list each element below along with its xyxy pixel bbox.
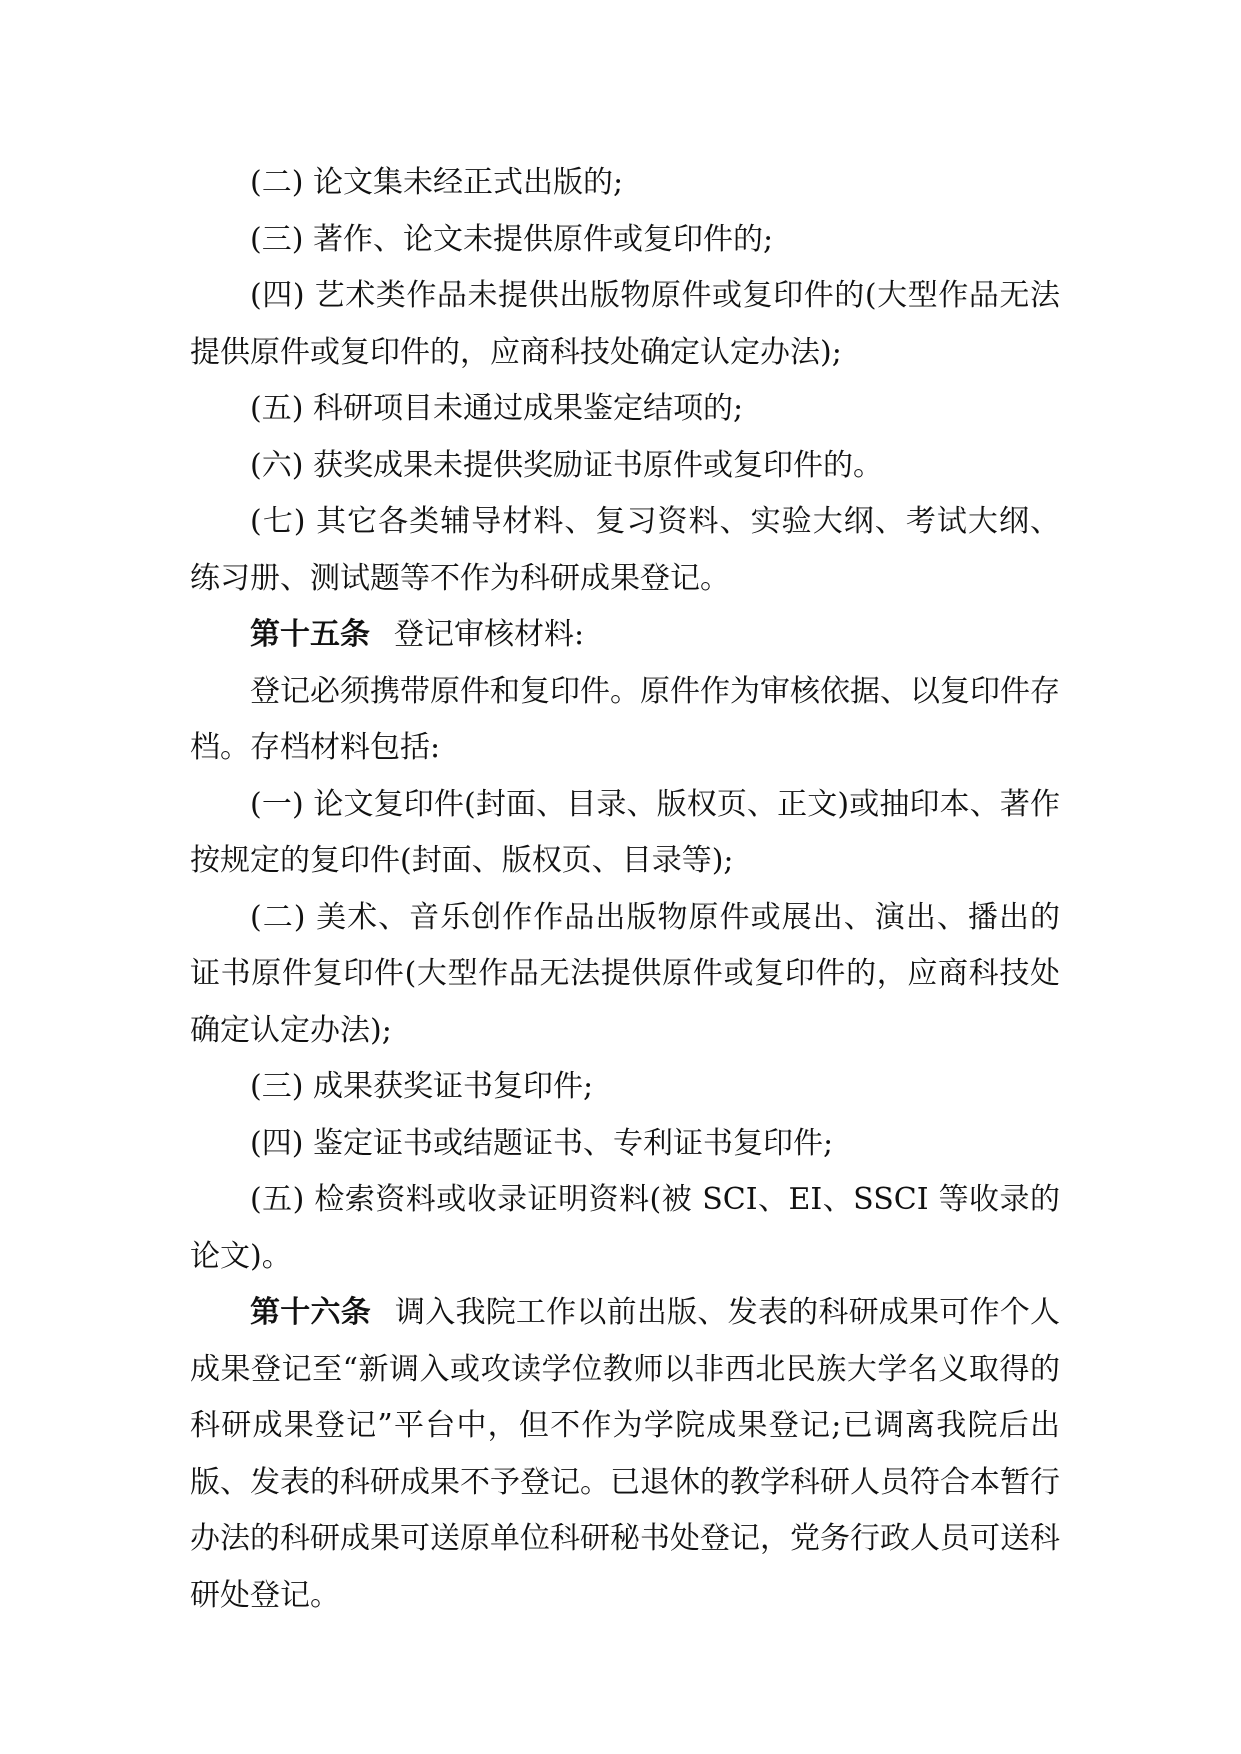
clause-item-6 <box>190 438 1060 495</box>
article-16 <box>190 1285 1060 1624</box>
paragraph-text: (六) 获奖成果未提供奖励证书原件或复印件的。 <box>250 447 883 483</box>
clause-item-3 <box>190 212 1060 269</box>
paragraph-text: (二) 美术、音乐创作作品出版物原件或展出、演出、播出的证书原件复印件(大型作品无法提供原件或复印件的，应商科技处确定认定办法); <box>190 899 1060 1048</box>
clause-item-2 <box>190 155 1060 212</box>
clause-item-4 <box>190 268 1060 381</box>
article-15-intro <box>190 664 1060 777</box>
paragraph-text: (一) 论文复印件(封面、目录、版权页、正文)或抽印本、著作按规定的复印件(封面、版权页、目录等); <box>190 786 1060 878</box>
document-body <box>190 155 1060 1624</box>
paragraph-text: (四) 鉴定证书或结题证书、专利证书复印件; <box>250 1125 834 1161</box>
material-item-5 <box>190 1172 1060 1285</box>
paragraph-text: (二) 论文集未经正式出版的; <box>250 165 624 200</box>
paragraph-text: 登记必须携带原件和复印件。原件作为审核依据、以复印件存档。存档材料包括: <box>190 673 1060 765</box>
paragraph-text: (三) 著作、论文未提供原件或复印件的; <box>250 221 774 257</box>
paragraph-text: (五) 科研项目未通过成果鉴定结项的; <box>250 391 744 426</box>
paragraph-text: 登记审核材料: <box>394 617 585 652</box>
clause-item-5 <box>190 381 1060 438</box>
paragraph-text: (七) 其它各类辅导材料、复习资料、实验大纲、考试大纲、练习册、测试题等不作为科研成果登记。 <box>190 504 1060 596</box>
material-item-1 <box>190 777 1060 890</box>
article-15 <box>190 607 1060 664</box>
article-label: 第十六条 <box>250 1295 371 1330</box>
article-label: 第十五条 <box>250 617 370 652</box>
material-item-2 <box>190 890 1060 1060</box>
paragraph-text: (五) 检索资料或收录证明资料(被 SCI、EI、SSCI 等收录的论文)。 <box>190 1182 1060 1274</box>
paragraph-text: (三) 成果获奖证书复印件; <box>250 1069 594 1104</box>
paragraph-text: (四) 艺术类作品未提供出版物原件或复印件的(大型作品无法提供原件或复印件的，应商科技处确定认定办法); <box>190 278 1060 370</box>
paragraph-text: 调入我院工作以前出版、发表的科研成果可作个人成果登记至“新调入或攻读学位教师以非西北民族大学名义取得的科研成果登记”平台中，但不作为学院成果登记;已调离我院后出版、发表的科研成果不予登记。已退休的教学科研人员符合本暂行办法的科研成果可送原单位科研秘书处登记，党务行政人员可送科研处登记。 <box>190 1295 1061 1613</box>
material-item-4 <box>190 1116 1060 1173</box>
material-item-3 <box>190 1059 1060 1116</box>
clause-item-7 <box>190 494 1060 607</box>
